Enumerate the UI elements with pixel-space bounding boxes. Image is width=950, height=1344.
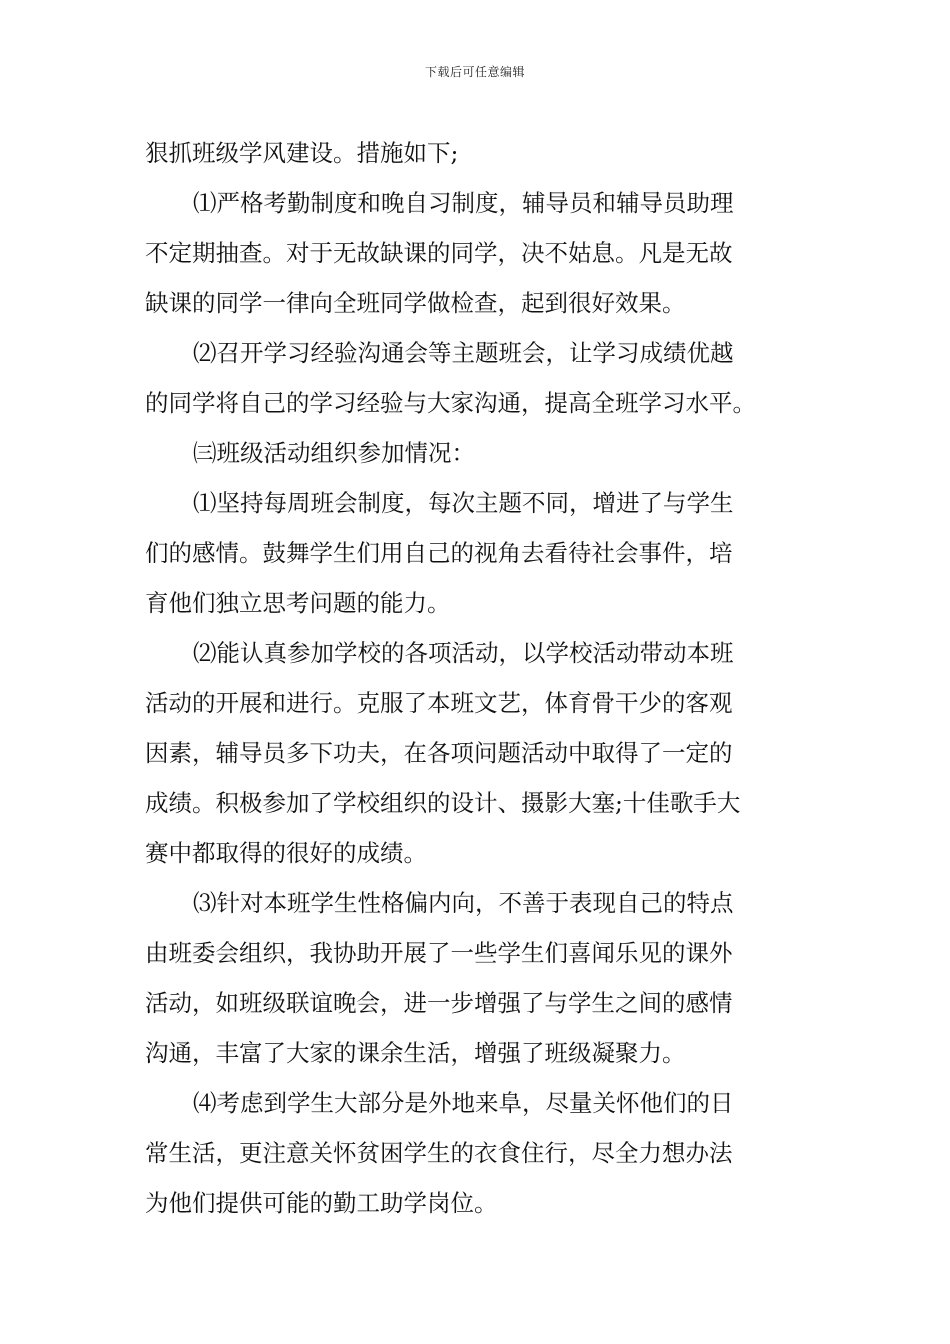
text-line: 常生活，更注意关怀贫困学生的衣食住行，尽全力想办法 <box>145 1139 733 1167</box>
text-line: ⑴严格考勤制度和晚自习制度，辅导员和辅导员助理 <box>193 189 734 217</box>
page-header: 下载后可任意编辑 <box>424 65 525 79</box>
text-line: 们的感情。鼓舞学生们用自己的视角去看待社会事件，培 <box>145 539 733 567</box>
text-line: 活动的开展和进行。克服了本班文艺，体育骨干少的客观 <box>145 689 733 717</box>
text-line: 赛中都取得的很好的成绩。 <box>145 839 427 867</box>
text-line: 狠抓班级学风建设。措施如下; <box>145 139 459 167</box>
text-line: ⑵能认真参加学校的各项活动，以学校活动带动本班 <box>193 639 734 667</box>
text-line: 不定期抽查。对于无故缺课的同学，决不姑息。凡是无故 <box>145 239 733 267</box>
text-line: 因素，辅导员多下功夫，在各项问题活动中取得了一定的 <box>145 739 733 767</box>
document-body <box>145 128 807 1228</box>
text-line: 活动，如班级联谊晚会，进一步增强了与学生之间的感情 <box>145 989 733 1017</box>
text-line: ⑵召开学习经验沟通会等主题班会，让学习成绩优越 <box>193 339 734 367</box>
text-line: 成绩。积极参加了学校组织的设计、摄影大塞;十佳歌手大 <box>145 789 741 817</box>
text-line: 育他们独立思考问题的能力。 <box>145 589 451 617</box>
text-line: 的同学将自己的学习经验与大家沟通，提高全班学习水平。 <box>145 389 756 417</box>
text-line: 由班委会组织，我协助开展了一些学生们喜闻乐见的课外 <box>145 939 733 967</box>
section-heading: ㈢班级活动组织参加情况： <box>193 439 475 467</box>
text-line: 沟通，丰富了大家的课余生活，增强了班级凝聚力。 <box>145 1039 686 1067</box>
text-line: 为他们提供可能的勤工助学岗位。 <box>145 1189 498 1217</box>
text-line: ⑷考虑到学生大部分是外地来阜，尽量关怀他们的日 <box>193 1089 734 1117</box>
text-line: 缺课的同学一律向全班同学做检查，起到很好效果。 <box>145 289 686 317</box>
text-line: ⑴坚持每周班会制度，每次主题不同，增进了与学生 <box>193 489 734 517</box>
text-line: ⑶针对本班学生性格偏内向，不善于表现自己的特点 <box>193 889 734 917</box>
